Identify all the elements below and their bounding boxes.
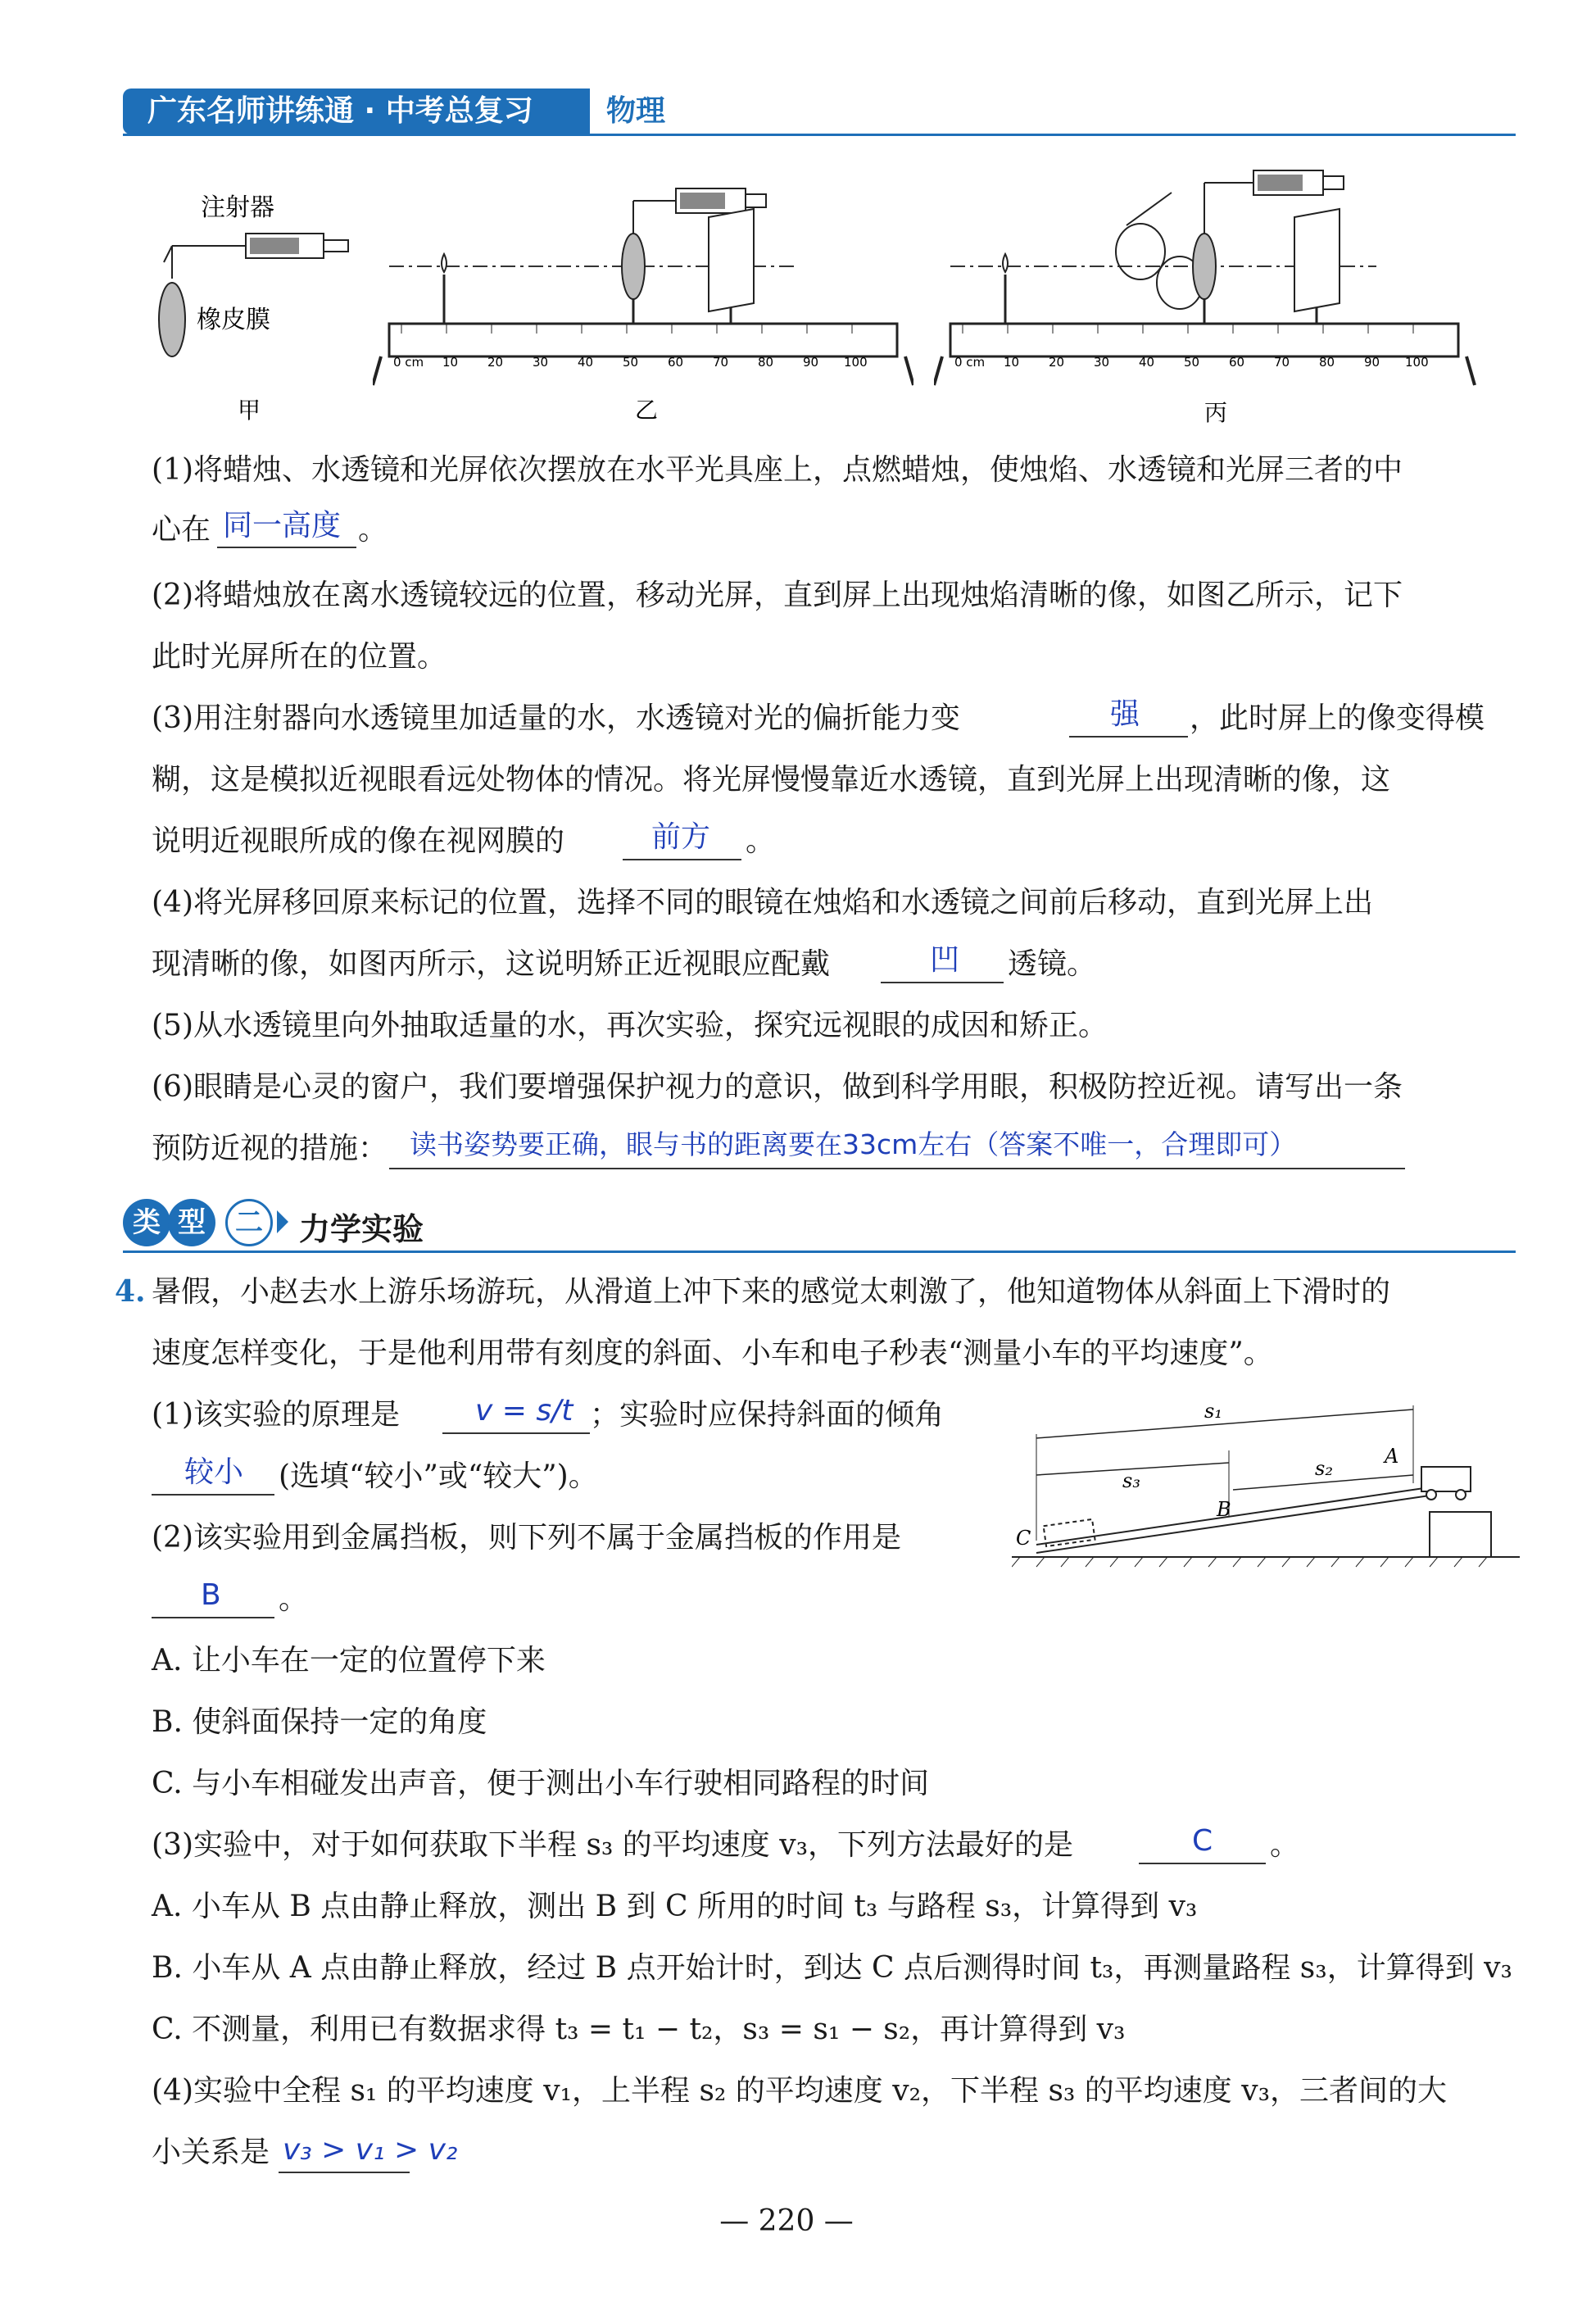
q4-p3-option: C. 不测量，利用已有数据求得 t₃ = t₁ − t₂，s₃ = s₁ − s₂，再计算得到 v₃ [152, 2013, 1126, 2046]
ruler-tick: 50 [1184, 355, 1200, 370]
ruler-tick: 50 [623, 355, 639, 370]
q4-p3-answer: C [1192, 1824, 1213, 1858]
ruler-tick: 80 [1319, 355, 1335, 370]
q3-answer2: 前方 [651, 820, 711, 854]
q6-answer: 读书姿势要正确，眼与书的距离要在33cm左右（答案不唯一，合理即可） [410, 1128, 1297, 1160]
answer-underline [217, 547, 356, 548]
point-a-label: A [1385, 1445, 1399, 1468]
q1-line2-prefix: 心在 [152, 513, 211, 547]
q4-p4-answer: v₃ > v₁ > v₂ [283, 2133, 458, 2167]
point-b-label: B [1217, 1498, 1231, 1521]
q4-line1: (4)将光屏移回原来标记的位置，选择不同的眼镜在烛焰和水透镜之间前后移动，直到光屏上出 [152, 886, 1373, 919]
q4-p4-line2-prefix: 小关系是 [152, 2136, 270, 2169]
q3-line3-suffix: 。 [746, 824, 776, 858]
q4-p1-answer2: 较小 [184, 1455, 244, 1489]
ruler-tick: 70 [1274, 355, 1290, 370]
question-number: 4. [115, 1274, 146, 1309]
ruler-tick: 80 [758, 355, 774, 370]
section-badge: 二 [225, 1199, 273, 1246]
book-title: 广东名师讲练通 · 中考总复习 [147, 94, 533, 128]
fig-c-caption: 丙 [1204, 399, 1228, 426]
membrane-label: 橡皮膜 [197, 306, 270, 334]
q4-p2-line1: (2)该实验用到金属挡板，则下列不属于金属挡板的作用是 [152, 1521, 901, 1555]
ruler-tick: 0 cm [393, 355, 424, 370]
figure-a-water-lens [147, 184, 360, 422]
q4-line2-prefix: 现清晰的像，如图丙所示，这说明矫正近视眼应配戴 [152, 947, 831, 981]
answer-underline [881, 982, 1004, 983]
q4-p2-option: B. 使斜面保持一定的角度 [152, 1705, 487, 1739]
ruler-tick: 100 [844, 355, 868, 370]
q1-line1: (1)将蜡烛、水透镜和光屏依次摆放在水平光具座上，点燃蜡烛，使烛焰、水透镜和光屏三者的中 [152, 453, 1403, 487]
q1-answer: 同一高度 [223, 509, 342, 542]
answer-underline [389, 1168, 1405, 1169]
q4-p2-answer: B [201, 1578, 221, 1612]
ruler-tick: 90 [1364, 355, 1380, 370]
ruler-tick: 100 [1405, 355, 1429, 370]
page-number: — 220 — [719, 2204, 854, 2238]
q4-p3-option: A. 小车从 B 点由静止释放，测出 B 到 C 所用的时间 t₃ 与路程 s₃，计算得到 v₃ [152, 1890, 1198, 1923]
subject-label: 物理 [606, 94, 666, 128]
chevron-right-icon [277, 1210, 288, 1233]
q4-answer: 凹 [930, 943, 960, 977]
syringe-label: 注射器 [201, 193, 274, 222]
section-badge: 型 [168, 1199, 215, 1246]
ruler-tick: 0 cm [954, 355, 986, 370]
q4-p3-suffix: 。 [1270, 1828, 1300, 1862]
q5-line: (5)从水透镜里向外抽取适量的水，再次实验，探究远视眼的成因和矫正。 [152, 1009, 1108, 1042]
answer-underline [1139, 1863, 1266, 1864]
section-divider [123, 1251, 1516, 1253]
q2-line1: (2)将蜡烛放在离水透镜较远的位置，移动光屏，直到屏上出现烛焰清晰的像，如图乙所示，记下 [152, 579, 1403, 612]
figure-b-optical-bench [373, 176, 913, 430]
q4-p2-suffix: 。 [279, 1582, 309, 1616]
answer-underline [1069, 736, 1188, 738]
q4-p2-option: C. 与小车相碰发出声音，便于测出小车行驶相同路程的时间 [152, 1767, 930, 1800]
answer-underline [152, 1494, 274, 1496]
ruler-tick: 10 [1004, 355, 1020, 370]
ruler-tick: 60 [668, 355, 684, 370]
q1-line2-suffix: 。 [358, 513, 388, 547]
fig-a-caption: 甲 [238, 397, 261, 422]
q3-line3-prefix: 说明近视眼所成的像在视网膜的 [152, 824, 565, 858]
q4-line2-suffix: 透镜。 [1008, 947, 1097, 981]
q4-p3-prefix: (3)实验中，对于如何获取下半程 s₃ 的平均速度 v₃，下列方法最好的是 [152, 1828, 1074, 1862]
ruler-tick: 30 [533, 355, 549, 370]
ruler-tick: 90 [803, 355, 819, 370]
q4-stem-line2: 速度怎样变化，于是他利用带有刻度的斜面、小车和电子秒表“测量小车的平均速度”。 [152, 1337, 1273, 1370]
incline-diagram [1012, 1393, 1520, 1573]
q3-line1-prefix: (3)用注射器向水透镜里加适量的水，水透镜对光的偏折能力变 [152, 701, 960, 735]
q4-p1-answer1: v = s/t [475, 1394, 573, 1428]
ruler-tick: 60 [1229, 355, 1245, 370]
q4-p1-line2-suffix: (选填“较小”或“较大”)。 [279, 1459, 598, 1493]
answer-underline [442, 1432, 590, 1434]
ruler-tick: 40 [1139, 355, 1155, 370]
q4-stem-line1: 暑假，小赵去水上游乐场游玩，从滑道上冲下来的感觉太刺激了，他知道物体从斜面上下滑时的 [152, 1275, 1391, 1309]
fig-b-caption: 乙 [635, 397, 659, 424]
ruler-tick: 70 [713, 355, 729, 370]
s1-label: s₁ [1204, 1400, 1222, 1423]
q4-p1-suffix: ；实验时应保持斜面的倾角 [590, 1398, 945, 1432]
point-c-label: C [1016, 1527, 1031, 1550]
answer-underline [152, 1617, 274, 1618]
s3-label: s₃ [1122, 1469, 1140, 1492]
figure-c-optical-bench-glasses [934, 160, 1491, 430]
ruler-tick: 10 [442, 355, 459, 370]
header-divider [123, 134, 1516, 136]
s2-label: s₂ [1315, 1457, 1333, 1480]
q3-line2: 糊，这是模拟近视眼看远处物体的情况。将光屏慢慢靠近水透镜，直到光屏上出现清晰的像，这 [152, 763, 1391, 797]
q6-line1: (6)眼睛是心灵的窗户，我们要增强保护视力的意识，做到科学用眼，积极防控近视。请写出一条 [152, 1070, 1403, 1104]
q4-p1-prefix: (1)该实验的原理是 [152, 1398, 400, 1432]
q4-p4-line1: (4)实验中全程 s₁ 的平均速度 v₁，上半程 s₂ 的平均速度 v₂，下半程 s₃ 的平均速度 v₃，三者间的大 [152, 2074, 1448, 2108]
section-title: 力学实验 [299, 1211, 424, 1247]
q3-line1-suffix: ，此时屏上的像变得模 [1190, 701, 1485, 735]
answer-underline [279, 2172, 410, 2173]
section-badge: 类 [123, 1199, 170, 1246]
ruler-tick: 20 [487, 355, 504, 370]
q2-line2: 此时光屏所在的位置。 [152, 640, 447, 674]
q4-p2-option: A. 让小车在一定的位置停下来 [152, 1644, 546, 1677]
q3-answer1: 强 [1110, 697, 1140, 731]
q6-line2-prefix: 预防近视的措施： [152, 1132, 388, 1165]
q4-p3-option: B. 小车从 A 点由静止释放，经过 B 点开始计时，到达 C 点后测得时间 t₃，再测量路程 s₃，计算得到 v₃ [152, 1951, 1512, 1985]
book-title-banner [123, 89, 590, 134]
ruler-tick: 30 [1094, 355, 1110, 370]
ruler-tick: 40 [578, 355, 594, 370]
answer-underline [623, 859, 741, 860]
ruler-tick: 20 [1049, 355, 1065, 370]
